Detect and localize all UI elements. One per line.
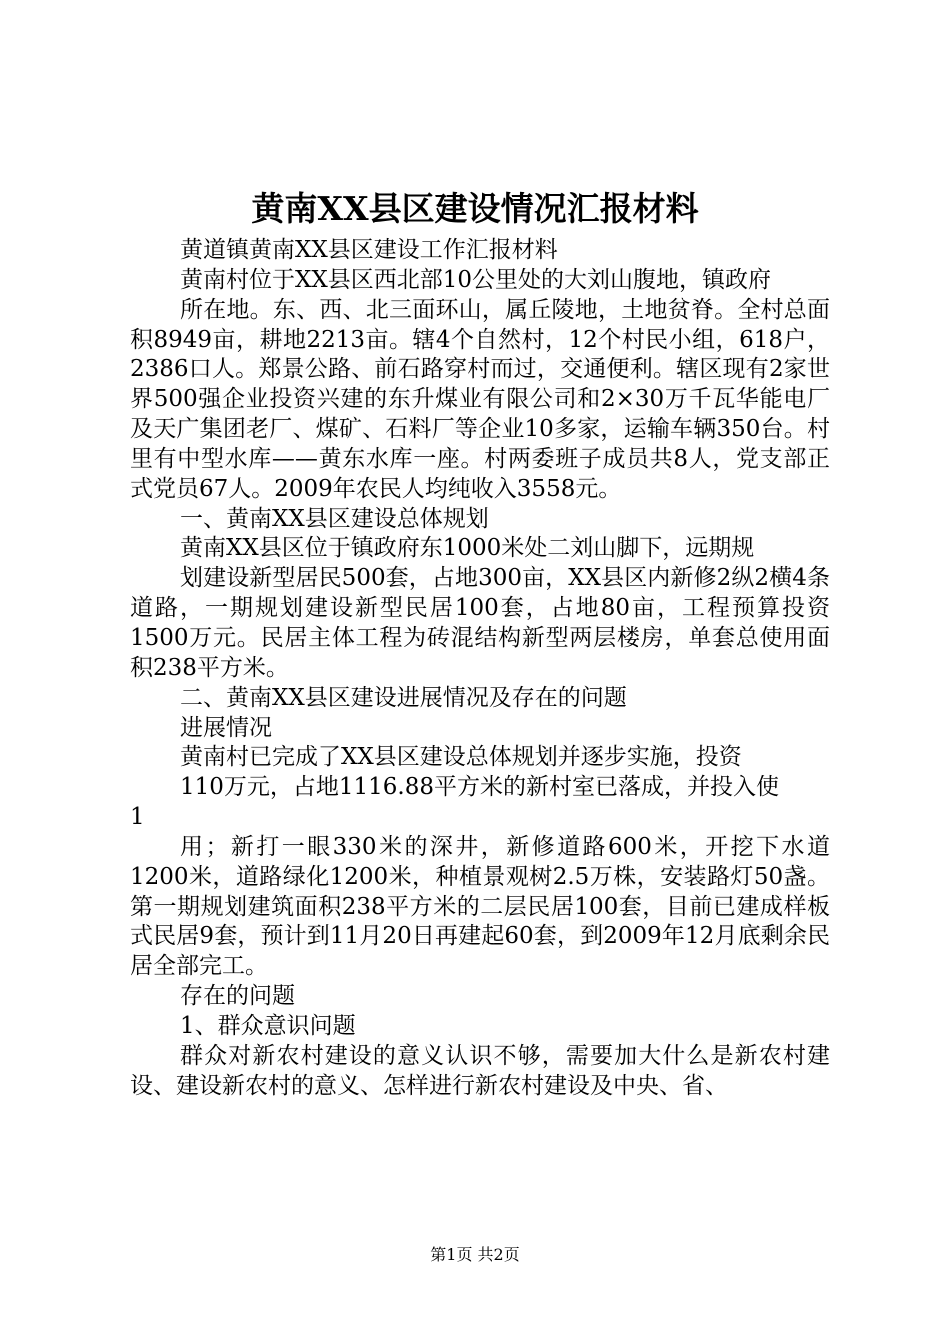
stray-number-one: 1: [130, 804, 145, 831]
subheading-problems: 存在的问题: [180, 983, 295, 1010]
paragraph-progress-start: 黄南村已完成了XX县区建设总体规划并逐步实施，投资: [180, 744, 742, 771]
paragraph-awareness: 群众对新农村建设的意义认识不够，需要加大什么是新农村建设、建设新农村的意义、怎样进行新农村建设及中央、省、: [130, 1042, 830, 1099]
paragraph-intro-start: 黄南村位于XX县区西北部10公里处的大刘山腹地，镇政府: [180, 266, 772, 293]
subheading-progress: 进展情况: [180, 714, 272, 741]
page-footer: 第1页 共2页: [430, 1245, 520, 1264]
paragraph-progress-investment: 110万元，占地1116.88平方米的新村室已落成，并投入使: [180, 774, 780, 801]
section-heading-planning: 一、黄南XX县区建设总体规划: [180, 505, 489, 532]
section-heading-progress: 二、黄南XX县区建设进展情况及存在的问题: [180, 684, 627, 711]
paragraph-village-overview: 所在地。东、西、北三面环山，属丘陵地，土地贫脊。全村总面积8949亩，耕地2213亩。辖4个自然村，12个村民小组，618户，2386口人。郑景公路、前石路穿村而过，交通便利。辖区现有2家世界500强企业投资兴建的东升煤业有限公司和2×30万千瓦华能电厂及天广集团老厂、煤矿、石料厂等企业10多家，运输车辆350台。村里有中型水库——黄东水库一座。村两委班子成员共8人，党支部正式党员67人。2009年农民人均纯收入3558元。: [130, 296, 830, 502]
document-title: 黄南XX县区建设情况汇报材料: [251, 189, 699, 228]
paragraph-planning-detail: 划建设新型居民500套，占地300亩，XX县区内新修2纵2横4条道路，一期规划建设新型民居100套，占地80亩，工程预算投资1500万元。民居主体工程为砖混结构新型两层楼房，单套总使用面积238平方米。: [130, 565, 830, 681]
paragraph-progress-detail: 用；新打一眼330米的深井，新修道路600米，开挖下水道1200米，道路绿化1200米，种植景观树2.5万株，安装路灯50盏。第一期规划建筑面积238平方米的二层民居100套，目前已建成样板式民居9套，预计到11月20日再建起60套，到2009年12月底剩余民居全部完工。: [130, 833, 830, 980]
subheading-awareness: 1、群众意识问题: [180, 1012, 356, 1039]
document-body: [130, 236, 830, 1101]
paragraph-subtitle: 黄道镇黄南XX县区建设工作汇报材料: [180, 237, 558, 263]
paragraph-planning-start: 黄南XX县区位于镇政府东1000米处二刘山脚下，远期规: [180, 535, 755, 562]
